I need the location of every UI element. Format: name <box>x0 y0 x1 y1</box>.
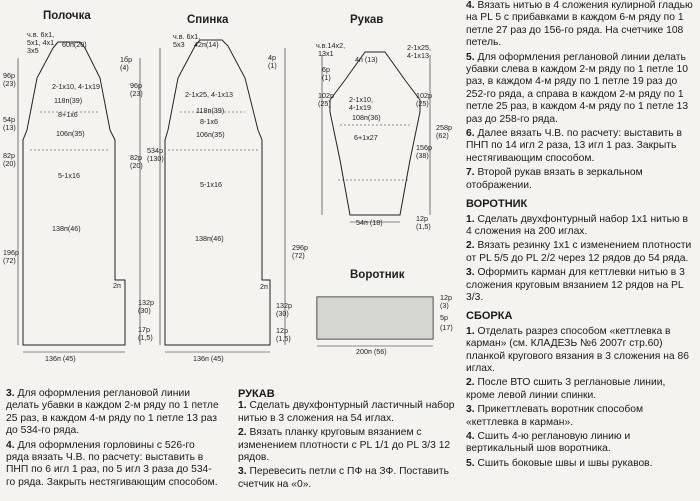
left-item-4: 4. Для оформления горловины с 526-го ряда вязать Ч.В. по расчету: выставить в ПНП по 6 игл 1 раз, по 5 игл 3 раза до 534-го ряда. Закрыть нестягивающим способом. <box>6 439 218 488</box>
mid-item-1: 1. Сделать двухфонтурный ластичный набор нитью в 3 сложения на 54 иглах. <box>238 400 455 424</box>
collar-heading: ВОРОТНИК <box>466 198 528 211</box>
right-item-7: 7. Второй рукав вязать в зеркальном отображении. <box>466 167 643 191</box>
right-item-4: 4. Вязать нитью в 4 сложения кулирной гладью на PL 5 с прибавками в каждом 6-м ряду по 1 петле 27 раз до 156-го ряда. На счетчике 108 петель. <box>466 0 693 49</box>
front-dim-label: (23) <box>130 89 143 98</box>
back-dim-label: 2п <box>260 282 268 291</box>
sleeve-dim-label: 4-1х13 <box>407 51 429 60</box>
front-dim-label: 2п <box>113 281 121 290</box>
sleeve-dim-label: 102р <box>416 91 432 100</box>
back-dim-label: 534р <box>147 146 163 155</box>
sleeve-dim-label: 6р <box>322 65 330 74</box>
mid-item-3: 3. Перевесить петли с ПФ на ЗФ. Поставить счетчик на «0». <box>238 466 449 490</box>
front-dim-label: (23) <box>3 79 16 88</box>
front-dim-label: 82р <box>3 151 15 160</box>
sleeve-dim-label: 258р <box>436 123 452 132</box>
assembly-item-3: 3. Прикеттлевать воротник способом «кеттлевка в карман». <box>466 404 644 428</box>
sleeve-dim-label: 4п (13) <box>355 55 378 64</box>
collar-dim-label: 200п (56) <box>356 347 387 356</box>
back-dim-label: (130) <box>147 154 164 163</box>
front-dim-label: 82р <box>130 153 142 162</box>
back-dim-label: 8-1х6 <box>200 117 218 126</box>
sleeve-dim-label: 13х1 <box>318 49 334 58</box>
back-dim-label: 296р <box>292 243 308 252</box>
sleeve-heading: РУКАВ <box>238 388 275 400</box>
assembly-heading: СБОРКА <box>466 310 513 323</box>
sleeve-dim-label: (38) <box>416 151 429 160</box>
collar-dim-label: (17) <box>440 323 453 332</box>
sleeve-dim-label: (25) <box>318 99 331 108</box>
right-item-6: 6. Далее вязать Ч.В. по расчету: выставить в ПНП по 14 игл 2 раза, 13 игл 1 раз. Закрыть нестягивающим способом. <box>466 128 682 164</box>
back-dim-label: 118п(39) <box>196 106 225 115</box>
sleeve-dim-label: (25) <box>416 99 429 108</box>
front-dim-label: 8+1х6 <box>58 110 78 119</box>
back-dim-label: (1) <box>268 61 277 70</box>
assembly-item-1: 1. Отделать разрез способом «кеттлевка в карман» (см. КЛАДЕЗЬ №6 2007г стр.60) планкой кругового вязания в 3 сложения на 86 иглах. <box>466 325 689 374</box>
front-dim-label: 5х1, 4х1 <box>27 38 55 47</box>
back-dim-label: 12р <box>276 326 288 335</box>
front-dim-label: 2-1х10, 4-1х19 <box>52 82 100 91</box>
front-dim-label: 196р <box>3 248 19 257</box>
sleeve-dim-label: ч.в.14х2, <box>316 41 346 50</box>
sleeve-title: Рукав <box>350 14 384 26</box>
back-dim-label: 2-1х25, 4-1х13 <box>185 90 233 99</box>
collar-title: Воротник <box>350 269 405 281</box>
collar-dim-label: (3) <box>440 301 449 310</box>
right-item-5: 5. Для оформления реглановой линии делать убавки слева в каждом 2-м ряду по 1 петле 10 раз, в каждом 4-м ряду по 1 петле 19 раз до 252-го ряда, а справа в каждом 2-м ряду по 1 петле 25 раз, в каждом 4-м ряду по 1 петле 13 раз до 258-го ряда. <box>466 51 689 125</box>
front-dim-label: 5-1х16 <box>58 171 80 180</box>
front-dim-label: 106п(35) <box>56 129 85 138</box>
front-dim-label: 118п(39) <box>54 96 83 105</box>
front-dim-label: 96р <box>3 71 15 80</box>
sleeve-dim-label: 108п(36) <box>352 113 381 122</box>
back-dim-label: 4р <box>268 53 276 62</box>
collar-item-2: 2. Вязать резинку 1х1 с изменением плотности от PL 5/5 до PL 2/2 через 12 рядов до 54 ряда. <box>466 240 692 264</box>
back-dim-label: ч.в. 6х1, <box>173 32 201 41</box>
collar-dim-label: 12р <box>440 293 452 302</box>
collar-item-1: 1. Сделать двухфонтурный набор 1х1 нитью в 4 сложения на 200 иглах. <box>466 213 689 237</box>
sleeve-dim-label: (1) <box>322 73 331 82</box>
sleeve-dim-label: 156р <box>416 143 432 152</box>
back-dim-label: 132р <box>276 301 292 310</box>
assembly-item-4: 4. Сшить 4-ю реглановую линию и вертикальный шов воротника. <box>466 431 631 455</box>
front-dim-label: 96р <box>130 81 142 90</box>
front-dim-label: (13) <box>3 123 16 132</box>
front-dim-label: 54р <box>3 115 15 124</box>
front-dim-label: 60п(20) <box>62 40 87 49</box>
front-dim-label: 1бр <box>120 55 133 64</box>
left-text-column <box>6 388 219 491</box>
assembly-item-2: 2. После ВТО сшить 3 реглановые линии, кроме левой линии спинки. <box>466 377 666 401</box>
knitting-schematics <box>0 0 456 382</box>
back-outline <box>165 40 270 345</box>
mid-text-column <box>238 388 458 493</box>
front-dim-label: 138п(46) <box>52 224 81 233</box>
back-title: Спинка <box>187 14 229 26</box>
back-dim-label: 5х3 <box>173 40 185 49</box>
front-dim-label: 3х5 <box>27 46 39 55</box>
front-dim-label: (20) <box>130 161 143 170</box>
front-dim-label: (1,5) <box>138 333 153 342</box>
mid-item-2: 2. Вязать планку круговым вязанием с изменением плотности с PL 1/1 до PL 3/3 12 рядов. <box>238 427 451 464</box>
assembly-item-5: 5. Сшить боковые швы и швы рукавов. <box>466 457 653 469</box>
collar-dim-label: 5р <box>440 313 448 322</box>
sleeve-dim-label: 2-1х25, <box>407 43 431 52</box>
front-dim-label: (20) <box>3 159 16 168</box>
sleeve-dim-label: 4-1х19 <box>349 103 371 112</box>
back-dim-label: (1,5) <box>276 334 291 343</box>
back-dim-label: (72) <box>292 251 305 260</box>
front-dim-label: 17р <box>138 325 150 334</box>
sleeve-dim-label: 6+1х27 <box>354 133 378 142</box>
sleeve-dim-label: 12р <box>416 214 428 223</box>
front-dim-label: ч.в. 6х1, <box>27 30 55 39</box>
back-dim-label: 106п(35) <box>196 130 225 139</box>
front-dim-label: 132р <box>138 298 154 307</box>
sleeve-dim-label: (62) <box>436 131 449 140</box>
collar-item-3: 3. Оформить карман для кеттлевки нитью в 3 сложения круговым вязанием 12 рядов на PL 3/3. <box>466 267 685 303</box>
back-dim-label: 5-1х16 <box>200 180 222 189</box>
back-dim-label: (30) <box>276 309 289 318</box>
back-dim-label: 136п (45) <box>193 354 224 363</box>
left-item-3: 3. Для оформления реглановой линии делать убавки в каждом 2-м ряду по 1 петле 25 раз, в каждом 4-м ряду по 1 петле 13 раз до 534-го ряда. <box>6 388 219 437</box>
front-dim-label: (30) <box>138 306 151 315</box>
back-dim-label: 138п(46) <box>195 234 224 243</box>
sleeve-dim-label: (1,5) <box>416 222 431 231</box>
sleeve-dim-label: 2-1х10, <box>349 95 373 104</box>
right-text-column <box>466 0 696 472</box>
front-title: Полочка <box>43 10 91 22</box>
sleeve-dim-label: 102р <box>318 91 334 100</box>
front-dim-label: (4) <box>120 63 129 72</box>
front-dim-label: (72) <box>3 256 16 265</box>
sleeve-dim-label: 54п (18) <box>356 218 383 227</box>
front-dim-label: 136п (45) <box>45 354 76 363</box>
back-dim-label: 42п(14) <box>194 40 219 49</box>
